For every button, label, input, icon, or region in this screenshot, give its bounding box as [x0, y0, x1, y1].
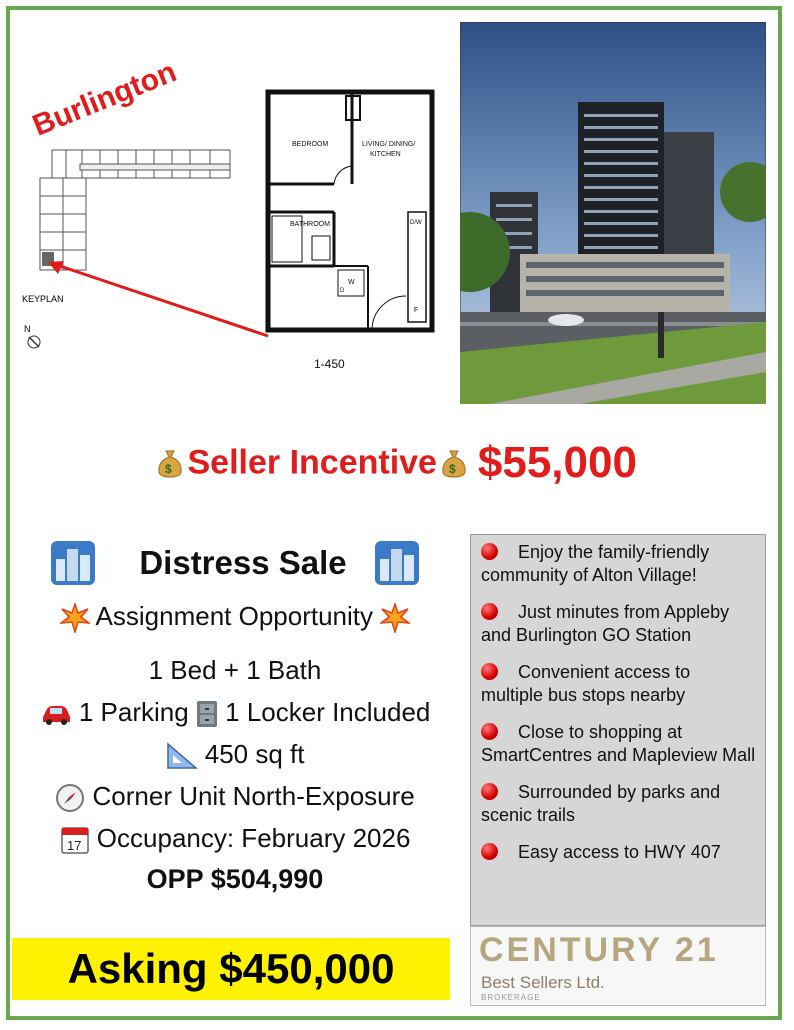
parking-label: 1 Parking: [78, 697, 189, 728]
washer-label: W: [348, 279, 355, 286]
north-label: N: [24, 324, 31, 334]
century21-logo: [470, 926, 766, 1006]
collision-icon: [60, 603, 90, 633]
fridge-label: F: [414, 307, 419, 314]
assignment-opportunity: Assignment Opportunity: [95, 601, 374, 632]
seller-incentive-row: [0, 438, 794, 488]
red-circle-icon: [481, 603, 498, 620]
living-label-1: LIVING/ DINING/: [362, 141, 416, 148]
feature-item: Surrounded by parks and scenic trails: [481, 782, 721, 825]
keyplan-label: KEYPLAN: [22, 294, 64, 304]
floorplan-diagram: [262, 86, 442, 376]
red-circle-icon: [481, 663, 498, 680]
keyplan-arrow: [54, 264, 268, 336]
unit-details: [12, 535, 458, 899]
features-list: [470, 534, 766, 926]
bedroom-label: BEDROOM: [292, 141, 329, 148]
bathroom-label: BATHROOM: [290, 221, 330, 228]
asking-price: Asking $450,000: [67, 945, 395, 992]
feature-item: Enjoy the family-friendly community of Alton Village!: [481, 542, 710, 585]
corner-unit-exposure: Corner Unit North-Exposure: [92, 781, 415, 812]
city-skyline-icon: [51, 541, 95, 585]
distress-sale-headline: Distress Sale: [139, 544, 347, 581]
asking-price-banner: [12, 938, 450, 1000]
building-rendering-image: [460, 22, 766, 404]
brokerage-sub: Best Sellers Ltd.: [481, 973, 605, 992]
car-icon: [40, 703, 72, 725]
brokerage-tag: BROKERAGE: [481, 993, 541, 1002]
red-circle-icon: [481, 723, 498, 740]
money-bag-icon: [157, 448, 183, 478]
locker-label: 1 Locker Included: [225, 697, 431, 728]
dryer-label: D: [340, 288, 345, 294]
red-circle-icon: [481, 543, 498, 560]
triangular-ruler-icon: [166, 742, 198, 770]
money-bag-icon: [441, 448, 467, 478]
red-circle-icon: [481, 843, 498, 860]
opp-price: OPP $504,990: [146, 864, 324, 895]
seller-incentive-amount: $55,000: [477, 438, 637, 487]
feature-item: Easy access to HWY 407: [481, 841, 757, 864]
keyplan-diagram: [20, 140, 280, 360]
beds-baths: 1 Bed + 1 Bath: [148, 655, 322, 686]
collision-icon: [380, 603, 410, 633]
city-label: Burlington: [28, 55, 181, 143]
occupancy-date: Occupancy: February 2026: [96, 823, 411, 854]
dishwasher-label: D/W: [410, 220, 422, 226]
calendar-day: 17: [66, 838, 82, 854]
unit-code: 1-450: [314, 357, 345, 371]
living-label-2: KITCHEN: [370, 151, 401, 158]
unit-size: 450 sq ft: [204, 739, 305, 770]
compass-icon: [55, 783, 85, 813]
feature-item: Convenient access to multiple bus stops nearby: [481, 662, 691, 705]
svg-text:$: $: [449, 462, 457, 476]
svg-text:$: $: [165, 462, 172, 476]
file-cabinet-icon: [196, 700, 218, 728]
feature-item: Close to shopping at SmartCentres and Mapleview Mall: [481, 722, 756, 765]
feature-item: Just minutes from Appleby and Burlington GO Station: [481, 602, 730, 645]
seller-incentive-label: Seller Incentive: [187, 443, 437, 482]
city-skyline-icon: [375, 541, 419, 585]
red-circle-icon: [481, 783, 498, 800]
calendar-icon: [60, 825, 90, 855]
brokerage-name: CENTURY 21: [479, 931, 719, 969]
